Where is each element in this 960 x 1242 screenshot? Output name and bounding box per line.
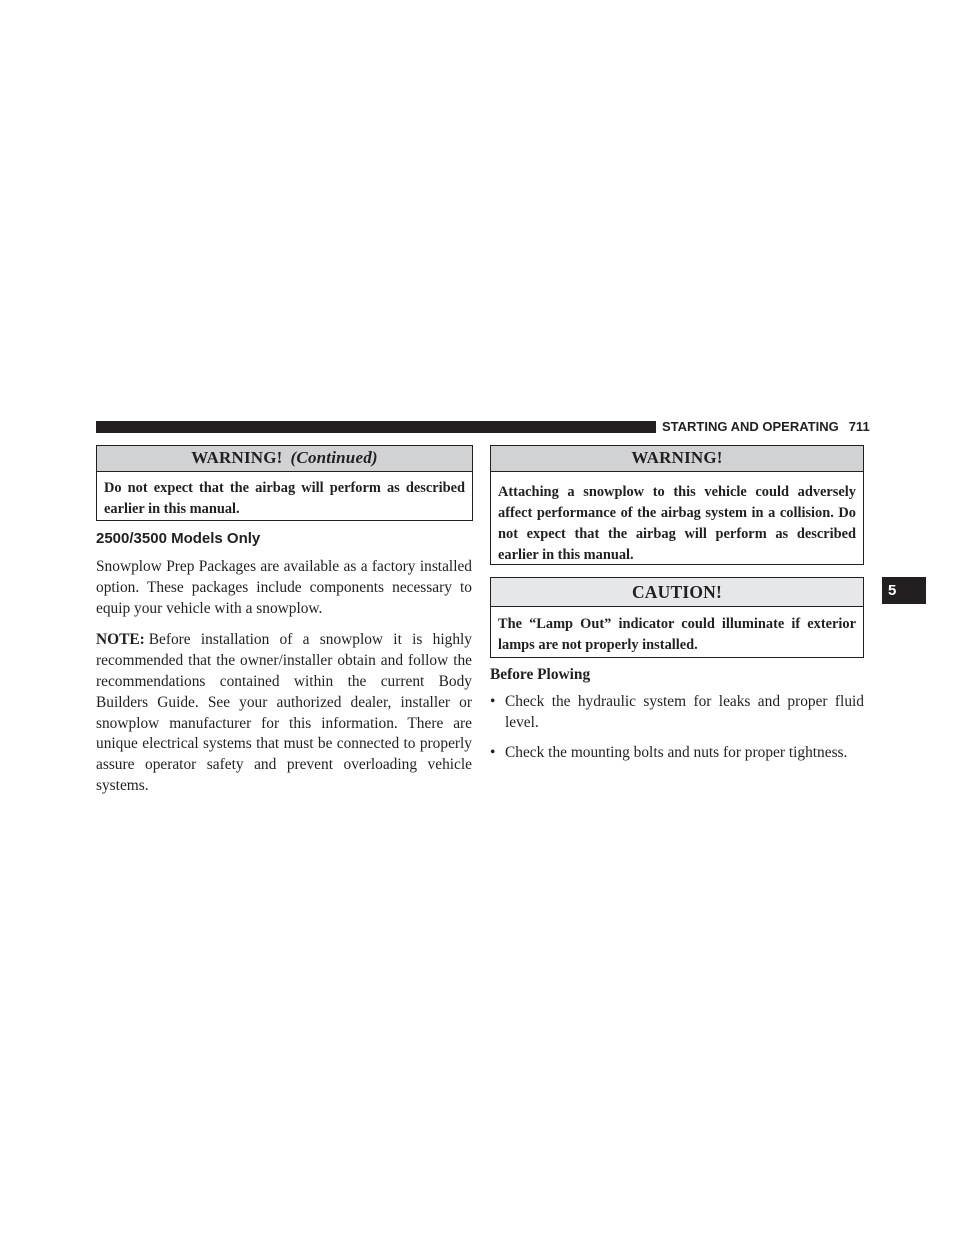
models-content bbox=[96, 557, 472, 797]
bullet-marker: • bbox=[490, 743, 496, 761]
list-item bbox=[490, 692, 864, 734]
list-item-text: Check the mounting bolts and nuts for proper tightness. bbox=[505, 743, 848, 761]
chapter-tab: 5 bbox=[882, 577, 926, 604]
caution-text: The “Lamp Out” indicator could illuminate if exterior lamps are not properly installed. bbox=[498, 616, 856, 653]
note-label: NOTE: bbox=[96, 631, 145, 649]
warning-box bbox=[490, 445, 864, 565]
warning-continued-header bbox=[97, 446, 472, 472]
list-item-text: Check the hydraulic system for leaks and proper fluid level. bbox=[505, 693, 864, 731]
before-plowing-list bbox=[490, 692, 864, 772]
page-number: 711 bbox=[848, 419, 870, 434]
caution-header: CAUTION! bbox=[491, 578, 863, 607]
note-text: Before installation of a snowplow it is highly recommended that the owner/installer obtain and follow the recommendations contained within the current Body Builders Guide. See your authorized dealer, installer or snowplow manufacturer for this information. There are unique electrical systems that must be connected to properly assure operator safety and prevent overloading vehicle systems. bbox=[96, 631, 472, 794]
models-heading: 2500/3500 Models Only bbox=[96, 530, 261, 547]
list-item bbox=[490, 743, 864, 764]
warning-continued-box bbox=[96, 445, 473, 521]
running-header bbox=[662, 418, 870, 436]
caution-box bbox=[490, 577, 864, 658]
note-paragraph bbox=[96, 630, 472, 796]
warning-continued-text: Do not expect that the airbag will perform as described earlier in this manual. bbox=[104, 480, 465, 517]
header-rule bbox=[96, 421, 656, 433]
warning-text: Attaching a snowplow to this vehicle could adversely affect performance of the airbag system in a collision. Do not expect that the airbag will perform as described earlier in this manual. bbox=[498, 484, 856, 563]
before-plowing-heading: Before Plowing bbox=[490, 666, 591, 683]
prep-packages-paragraph: Snowplow Prep Packages are available as a factory installed option. These packages include components necessary to equip your vehicle with a snowplow. bbox=[96, 558, 472, 617]
warning-continued-title: WARNING! bbox=[191, 448, 283, 467]
warning-header: WARNING! bbox=[491, 446, 863, 472]
bullet-marker: • bbox=[490, 693, 496, 710]
warning-continued-suffix: (Continued) bbox=[290, 448, 378, 467]
section-title: STARTING AND OPERATING bbox=[662, 419, 839, 434]
